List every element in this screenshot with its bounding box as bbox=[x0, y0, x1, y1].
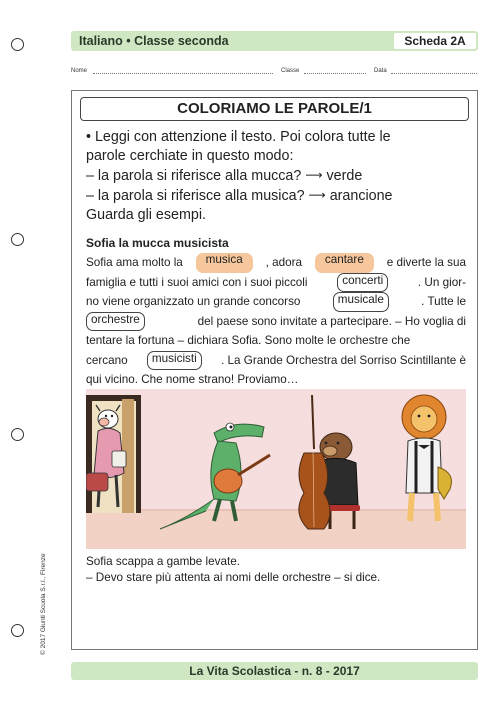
story-text bbox=[86, 253, 466, 409]
instruction-line: parole cerchiate in questo modo: bbox=[86, 148, 294, 164]
arrow-icon: ⟶ bbox=[305, 168, 323, 182]
instruction-line: – la parola si riferisce alla musica? ⟶ arancione bbox=[86, 188, 393, 204]
word-musicisti[interactable]: musicisti bbox=[147, 351, 202, 371]
header-title: Italiano • Classe seconda bbox=[79, 34, 229, 48]
class-label: Classe bbox=[281, 68, 300, 74]
name-label: Nome bbox=[71, 68, 88, 74]
instructions bbox=[86, 128, 466, 225]
story-line: – Devo stare più attenta ai nomi delle orchestre – si dice. bbox=[86, 571, 381, 584]
name-field[interactable] bbox=[93, 67, 273, 74]
student-info-row bbox=[71, 66, 478, 78]
binder-hole bbox=[11, 233, 24, 246]
story-line: no viene organizzato un grande concorso musicale . Tutte le bbox=[86, 292, 466, 312]
arrow-icon: ⟶ bbox=[308, 188, 326, 202]
word-musica[interactable]: musica bbox=[196, 253, 253, 273]
class-field[interactable] bbox=[304, 67, 366, 74]
instruction-line: • Leggi con attenzione il testo. Poi colora tutte le bbox=[86, 129, 391, 145]
binder-hole bbox=[11, 38, 24, 51]
orchestra-illustration bbox=[86, 389, 466, 549]
page-title: COLORIAMO LE PAROLE/1 bbox=[80, 97, 469, 121]
story-ending bbox=[86, 554, 466, 586]
story-line: cercano musicisti . La Grande Orchestra del Sorriso Scintillante è bbox=[86, 351, 466, 371]
story-line: Sofia scappa a gambe levate. bbox=[86, 555, 240, 568]
word-musicale[interactable]: musicale bbox=[333, 292, 389, 312]
worksheet-frame bbox=[71, 90, 478, 650]
instruction-line: Guarda gli esempi. bbox=[86, 207, 206, 223]
date-label: Data bbox=[374, 68, 387, 74]
word-concerti[interactable]: concerti bbox=[337, 273, 388, 293]
footer-bar: La Vita Scolastica - n. 8 - 2017 bbox=[71, 662, 478, 680]
sheet-label: Scheda 2A bbox=[394, 33, 476, 49]
word-orchestre[interactable]: orchestre bbox=[86, 312, 145, 332]
copyright-notice: © 2017 Giunti Scuola S.r.l., Firenze bbox=[40, 553, 47, 655]
word-cantare[interactable]: cantare bbox=[315, 253, 374, 273]
binder-hole bbox=[11, 428, 24, 441]
date-field[interactable] bbox=[391, 67, 477, 74]
instruction-line: – la parola si riferisce alla mucca? ⟶ verde bbox=[86, 168, 363, 184]
binder-hole bbox=[11, 624, 24, 637]
story-line: tentare la fortuna – dichiara Sofia. Sono molte le orchestre che bbox=[86, 334, 411, 347]
story-line: famiglia e tutti i suoi amici con i suoi piccoli concerti . Un gior- bbox=[86, 273, 466, 293]
story-line: Sofia ama molto la musica , adora cantare e diverte la sua bbox=[86, 253, 466, 273]
story-line: orchestre del paese sono invitate a partecipare. – Ho voglia di bbox=[86, 312, 466, 332]
story-title: Sofia la mucca musicista bbox=[86, 236, 229, 250]
header-bar bbox=[71, 31, 478, 51]
story-line: qui vicino. Che nome strano! Proviamo… bbox=[86, 373, 299, 386]
